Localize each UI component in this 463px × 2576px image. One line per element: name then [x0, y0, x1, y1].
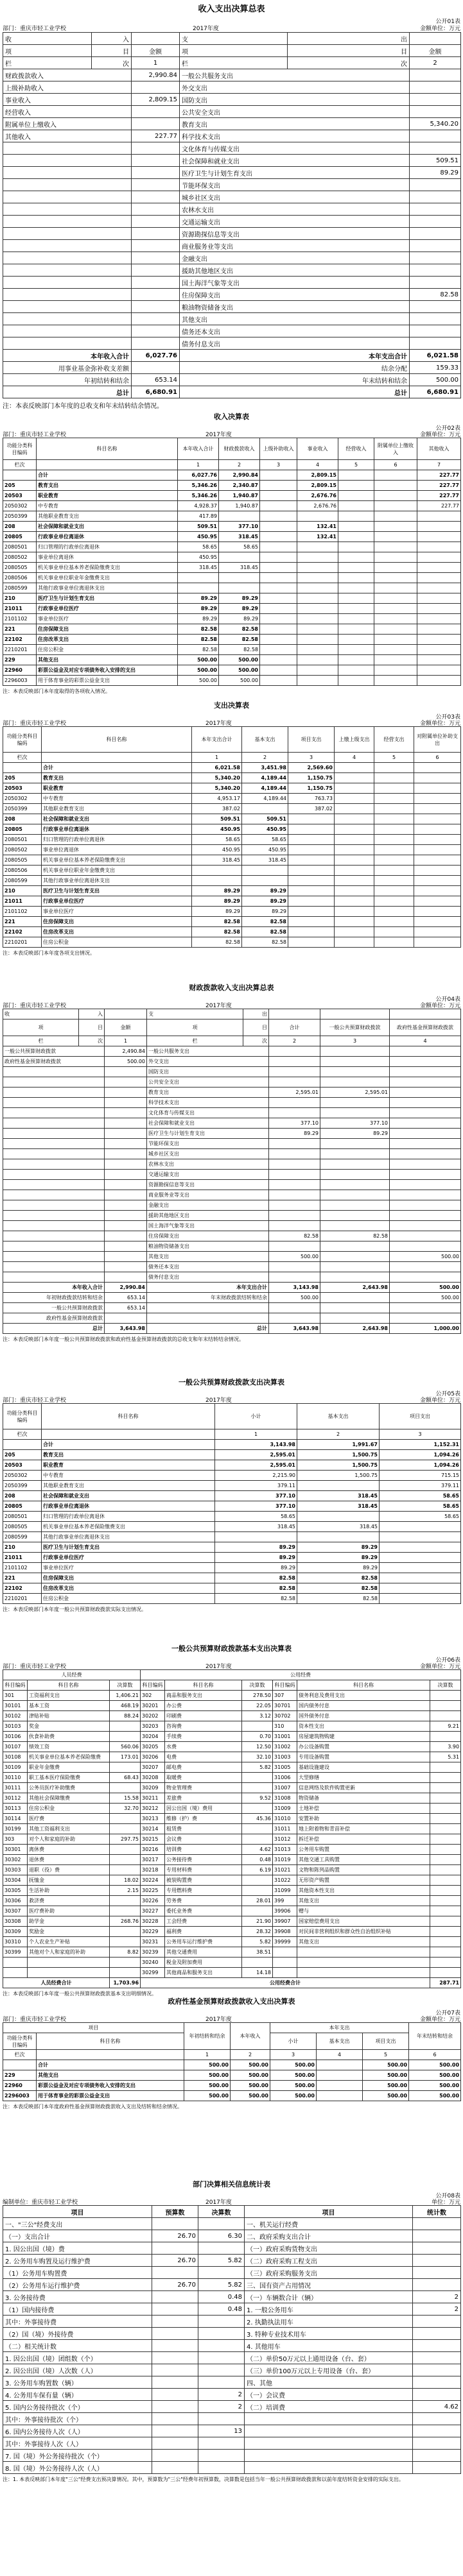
- table6-title: 一般公共预算财政拨款基本支出决算表: [171, 1644, 292, 1653]
- table-row: 交通运输支出: [3, 216, 461, 228]
- table-row: 30102 津贴补贴 88.24 30202 印刷费 3.12 30702 国外债务付息: [3, 1711, 461, 1721]
- table8-title: 部门决算相关信息统计表: [193, 2180, 270, 2188]
- table5-title: 一般公共预算财政拨款支出决算表: [179, 1378, 284, 1386]
- table7-unit: 金额单位：万元: [419, 2017, 460, 2023]
- table-row: 国防支出: [3, 1067, 461, 1077]
- table2-col-row: 栏次 1 2 3 4 5 6 7: [3, 460, 461, 470]
- table-row: 21011 行政事业单位医疗 89.29 89.29: [3, 1553, 461, 1563]
- total-row: 用事业基金弥补收支差额 结余分配 159.33: [3, 362, 461, 374]
- table8-meta: [0, 2191, 463, 2205]
- table-row: 30240 税金及附加费用: [3, 1958, 461, 1968]
- table-row: 住房保障支出 82.58 82.58: [3, 1231, 461, 1241]
- table3-form-no: 公开03表: [435, 714, 460, 721]
- table-row: 上级补助收入 外交支出: [3, 81, 461, 94]
- table8-body: [3, 2218, 461, 2474]
- table-row: 3. 公务用车购置数（辆） 四、其他: [3, 2376, 461, 2389]
- table-row: 科学技术支出: [3, 1098, 461, 1108]
- table-row: 4. 公务用车保有量（辆） 2 （一）会议费: [3, 2389, 461, 2401]
- table-row: 其他支出: [3, 313, 461, 325]
- table-row: 20805 行政事业单位离退休 450.95 450.95: [3, 824, 461, 835]
- table-row: 国土海洋气象等支出: [3, 277, 461, 289]
- table4-unit: 金额单位：万元: [419, 1003, 460, 1009]
- table-row: 2101102 事业单位医疗 89.29 89.29: [3, 614, 461, 624]
- table-row: 2050302 中专教育 2,215.90 1,500.75 715.15: [3, 1471, 461, 1481]
- table3-col-row: 栏次 1 2 3 4 5 6: [3, 753, 461, 763]
- table-row: 21011 行政事业单位医疗 89.29 89.29: [3, 896, 461, 907]
- table7-section: [0, 1995, 463, 2110]
- table1-body: [3, 69, 461, 350]
- table-row: 30307 医疗费补助 30227 委托业务费 39906 赠与: [3, 1906, 461, 1916]
- table-row: 7. 国（境）外公务接待批次（个）: [3, 2450, 461, 2462]
- table-row: 5. 国内公务接待批次（个） 2 （二）培训费 4.62: [3, 2401, 461, 2413]
- table-row: 2210201 住房公积金 82.58 82.58: [3, 645, 461, 655]
- table-row: 30114 医疗费 30213 维修（护）费 45.36 31010 安置补助: [3, 1814, 461, 1824]
- table6-meta: [0, 1655, 463, 1669]
- table4-meta: [0, 994, 463, 1009]
- table4-totals: [3, 1283, 461, 1334]
- table3-year: 2017年度: [205, 721, 232, 727]
- table2-form-no: 公开02表: [435, 425, 460, 432]
- total-row: 总计 6,680.91 总计 6,680.91: [3, 386, 461, 398]
- table2-section: [0, 411, 463, 695]
- table8-year: 2017年度: [205, 2199, 232, 2206]
- table6-body: [3, 1691, 461, 1978]
- table-row: 其他支出 500.00 500.00: [3, 1252, 461, 1262]
- table-row: 22102 住房改革支出 82.58 82.58: [3, 1583, 461, 1594]
- table5-section: [0, 1376, 463, 1613]
- table-row: 援助其他地区支出: [3, 264, 461, 277]
- table4-note: 注：本表反映部门本年度一般公共预算财政拨款和政府性基金预算财政拨款的总收支和年末结转结余情况。: [3, 1336, 244, 1342]
- table-row: 其中：外事接待人次（人）: [3, 2437, 461, 2450]
- table-row: 21011 行政事业单位医疗 89.29 89.29: [3, 604, 461, 614]
- table-row: 210 医疗卫生与计划生育支出 89.29 89.29: [3, 886, 461, 896]
- table-row: 2050302 中专教育 4,953.17 4,189.44 763.73: [3, 794, 461, 804]
- table7-grid: 项目 年初结转和结余 本年收入 本年支出 年末结转和结余 功能分类科目编码 科目名称 小计 基本支出 项目支出 栏次 1 2 3 4 5 6 合计 500.00 500.00 500.00 500.00 500.00 229 其他支出 500.00 500.00 500.00 500.00 500.00 22960 彩票公益金及对应专项债务收入安排的支出 500.00 500.00 500.00 500.00 500.00 2296003 用于体育事业的彩票公益金支出 500.00 500.00 500.00 500.00 500.00: [3, 2022, 461, 2101]
- table-row: 20503 职业教育 2,595.01 1,500.75 1,094.26: [3, 1460, 461, 1471]
- table-row: 30112 其他社会保障缴费 15.58 30211 差旅费 9.52 31008 物资储备: [3, 1793, 461, 1804]
- table5-note: 注：本表反映部门本年度一般公共预算财政拨款实际支出情况。: [3, 1607, 146, 1612]
- table1-totals: [3, 350, 461, 398]
- table-row: 205 教育支出 2,595.01 1,500.75 1,094.26: [3, 1450, 461, 1460]
- table-row: 30108 机关事业单位基本养老保险缴费 173.01 30206 电费 32.10 31003 专用设备购置 5.31: [3, 1752, 461, 1762]
- total-row: 年初财政拨款结转和结余 653.14 年末财政拨款结转和结余 500.00 500.00: [3, 1293, 461, 1303]
- table-row: 债务付息支出: [3, 337, 461, 350]
- table-row: 205 教育支出 5,346.26 2,340.87 2,809.15 227.77: [3, 481, 461, 491]
- table-row: 3. 公务接待费 0.48 （一）车辆数合计（辆） 2: [3, 2291, 461, 2303]
- table7-title: 政府性基金预算财政拨款收入支出决算表: [168, 1997, 295, 2006]
- table2-note: 注：本表反映部门本年度取得的各项收入情况。: [3, 688, 110, 694]
- table8-form-no: 公开08表: [435, 2193, 460, 2199]
- table6-unit: 金额单位：万元: [419, 1664, 460, 1670]
- table2-meta: [0, 423, 463, 438]
- table-row: 2080502 事业单位离退休 450.95: [3, 552, 461, 563]
- table-row: 医疗卫生与计划生育支出 89.29 89.29: [3, 1129, 461, 1139]
- table-row: 30303 退职（役）费 30218 专用材料费 6.19 31021 文物和陈列品购置: [3, 1865, 461, 1875]
- table-row: 2101102 事业单位医疗 89.29 89.29: [3, 907, 461, 917]
- table3-header-row: 功能分类科目编码 科目名称 本年支出合计 基本支出 项目支出 上缴上级支出 经营支出 对附属单位补助支出: [3, 727, 461, 753]
- table-row: 2080501 归口管理的行政单位离退休 58.65 58.65: [3, 1512, 461, 1522]
- table8-header-row: 项目 预算数 决算数 项目 统计数: [3, 2206, 461, 2218]
- table2-body: [3, 470, 461, 686]
- table2-title: 收入决算表: [214, 413, 249, 421]
- table-row: 20805 行政事业单位离退休 450.95 318.45 132.41: [3, 532, 461, 542]
- table4-head3-row: 栏 次 1 栏 次 2 3 4: [3, 1036, 461, 1046]
- table-row: 2050399 其他职业教育支出 417.89: [3, 511, 461, 522]
- table-row: 2210201 住房公积金 82.58 82.58: [3, 1594, 461, 1604]
- table-row: 2080505 机关事业单位基本养老保险缴费支出 318.45 318.45: [3, 563, 461, 573]
- table-row: 城乡社区支出: [3, 191, 461, 203]
- table-row: 2050302 中专教育 4,928.37 1,940.87 2,676.76 227.77: [3, 501, 461, 511]
- table-row: 2080599 其他行政事业单位离退休支出: [3, 583, 461, 593]
- table-row: 2080506 机关事业单位职业年金缴费支出: [3, 573, 461, 583]
- table-row: 文化体育与传媒支出: [3, 1108, 461, 1118]
- t6-personnel-head: 人员经费: [3, 1670, 141, 1680]
- total-row: 一般公共预算财政拨款 653.14: [3, 1303, 461, 1313]
- table-row: 金融支出: [3, 1200, 461, 1211]
- table-row: 20805 行政事业单位离退休 377.10 318.45 58.65: [3, 1501, 461, 1512]
- table3-note: 注：本表反映部门本年度各项支出情况。: [3, 950, 95, 956]
- table-row: 210 医疗卫生与计划生育支出 89.29 89.29: [3, 1542, 461, 1553]
- table3-unit: 金额单位：万元: [419, 721, 460, 727]
- table2-grid: [3, 438, 461, 686]
- table-row: 一、"三公"经费支出 一、机关运行经费: [3, 2218, 461, 2230]
- table-row: 221 住房保障支出 82.58 82.58: [3, 624, 461, 635]
- table2-unit: 金额单位：万元: [419, 432, 460, 438]
- table-row: 其中：外事接待批次（个）: [3, 2413, 461, 2425]
- total-row: 年初结转和结余 653.14 年末结转和结余 500.00: [3, 374, 461, 386]
- table1-section: [0, 3, 463, 410]
- table-row: 30309 奖励金 30229 福利费 28.32 39908 对民间非营利组织和群众性自治组织补贴: [3, 1927, 461, 1937]
- table7-year: 2017年度: [205, 2017, 232, 2023]
- table-row: 金融支出: [3, 252, 461, 264]
- table-row: 2080599 其他行政事业单位离退休支出: [3, 876, 461, 886]
- table-row: 303 对个人和家庭的补助 297.75 30215 会议费 31012 拆迁补偿: [3, 1834, 461, 1845]
- table-row: 援助其他地区支出: [3, 1211, 461, 1221]
- table-row: 30101 基本工资 468.19 30201 办公费 22.05 30701 国内债务付息: [3, 1701, 461, 1711]
- table-row: 文化体育与传媒支出: [3, 142, 461, 155]
- table-row: 国土海洋气象等支出: [3, 1221, 461, 1231]
- table8-section: [0, 2178, 463, 2483]
- table-row: 208 社会保障和就业支出 377.10 318.45 58.65: [3, 1491, 461, 1501]
- table7-body: [3, 2060, 461, 2101]
- table-row: （2）公务用车运行维护费 26.70 5.82 三、国有资产占用情况: [3, 2279, 461, 2291]
- table-row: 20503 职业教育 5,340.20 4,189.44 1,150.75: [3, 783, 461, 794]
- table4-title: 财政拨款收入支出决算总表: [189, 984, 274, 992]
- table1-unit: 金额单位：万元: [419, 26, 460, 32]
- table-row: 城乡社区支出: [3, 1149, 461, 1159]
- table-row: 债务还本支出: [3, 1262, 461, 1272]
- table7-h3-row: 栏次 1 2 3 4 5 6: [3, 2050, 461, 2060]
- table-row: 2. 公务用车购置及运行维护费 26.70 5.82 （二）政府采购工程支出: [3, 2255, 461, 2267]
- table-row: 2080505 机关事业单位基本养老保险缴费支出 318.45 318.45: [3, 855, 461, 866]
- table-row: 教育支出 2,595.01 2,595.01: [3, 1088, 461, 1098]
- table-row: 30305 生活补助 2.15 30225 专用燃料费 31099 其他资本性支出: [3, 1886, 461, 1896]
- table-row: 2080501 归口管理的行政单位离退休 58.65 58.65: [3, 835, 461, 845]
- total-row: 政府性基金预算财政拨款: [3, 1313, 461, 1324]
- table8-note: 注：1. 本表反映部门本年度"三公"经费支出预决算情况。其中，预算数为"三公"经费年初预算数，决算数是包括当年一般公共预算财政拨款和以前年度结转资金安排的实际支出。: [3, 2477, 404, 2482]
- table4-head2-row: 项 目 金额 项 目 合计 一般公共预算财政拨款 政府性基金预算财政拨款: [3, 1019, 461, 1036]
- table-row: 社会保障和就业支出 509.51: [3, 155, 461, 167]
- table-row: 经营收入 公共安全支出: [3, 106, 461, 118]
- table3-grid: [3, 726, 461, 948]
- table-row: 6. 国内公务接待人次（人） 13: [3, 2425, 461, 2437]
- table-row: 30107 绩效工资 560.06 30205 水费 12.50 31002 办公设备购置 3.90: [3, 1742, 461, 1752]
- table-row: 205 教育支出 5,340.20 4,189.44 1,150.75: [3, 773, 461, 783]
- table-row: 30199 其他工资福利支出 30214 租赁费 31011 地上附着物和青苗补偿: [3, 1824, 461, 1834]
- table-row: 2050399 其他职业教育支出 387.02 387.02: [3, 804, 461, 814]
- table-row: 30399 其他对个人和家庭的补助 8.82 30239 其他交通费用 38.51: [3, 1947, 461, 1958]
- table5-meta: [0, 1389, 463, 1403]
- table-row: 301 工资福利支出 1,406.21 302 商品和服务支出 278.50 307 债务利息及费用支出: [3, 1691, 461, 1701]
- table-row: 30110 职工基本医疗保险缴费 68.43 30208 取暖费 31006 大型修缮: [3, 1773, 461, 1783]
- table7-dept: 部门：重庆市轻工业学校: [3, 2017, 67, 2023]
- table1-title: 收入支出决算总表: [198, 4, 265, 14]
- table4-body: [3, 1046, 461, 1283]
- table4-form-no: 公开04表: [435, 996, 460, 1003]
- table5-year: 2017年度: [205, 1397, 232, 1404]
- table-row: 30308 助学金 268.76 30228 工会经费 21.90 39907 国家赔偿费用支出: [3, 1916, 461, 1927]
- table-row: 2296003 用于体育事业的彩票公益金支出 500.00 500.00: [3, 676, 461, 686]
- table-row: 1. 因公出国（境）团组数（个） （二）单价50万元以上通用设备（台、套）: [3, 2352, 461, 2364]
- table-row: 229 其他支出 500.00 500.00 500.00 500.00 500.00: [3, 2070, 461, 2081]
- table-row: 30304 抚恤金 18.02 30224 被装购置费 31022 无形资产购置: [3, 1875, 461, 1886]
- table-row: （1）公务用车购置费 （三）政府采购服务支出: [3, 2267, 461, 2279]
- table-row: 30106 伙食补助费 30204 手续费 0.70 31001 房屋建筑物购建: [3, 1732, 461, 1742]
- table-row: 2080501 归口管理的行政单位离退休 58.65 58.65: [3, 542, 461, 552]
- t6-public-head: 公用经费: [141, 1670, 461, 1680]
- table-row: 其他收入 227.77 科学技术支出: [3, 130, 461, 142]
- table3-meta: [0, 712, 463, 726]
- table1-grid: 收 入 支 出 项 目 金额 项 目 金额 栏 次 1 栏 次 2 财政拨款收入 2,990.84 一般公共服务支出 上级补助收入 外交支出 事业收入 2,809.15 国防支出 经营收入 公共安全支出 附属单位上缴收入 教育支出 5,340.20 其他收入 227.77 科学技术支出 文化体育与传媒支出 社会保障和就业支出 509.51 医疗卫生与计划生育支出 89.29 节能环保支出 城乡社区支出 农林水支出 交通运输支出 资源勘探信息等支出 商业服务业等支出 金融支出 援助其他地区支出 国土海洋气象等支出 住房保障支出 82.58 粮油物资储备支出 其他支出 债务还本支出 债务付息支出 本年收入合计 6,027.76 本年支出合计 6,021.58 用事业基金弥补收支差额 结余分配 159.33 年初结转和结余 653.14 年末结转和结余 500.00 总计 6,680.91 总计 6,680.91: [3, 32, 461, 398]
- table-row: 30301 离休费 30216 培训费 4.62 31013 公务用车购置: [3, 1845, 461, 1855]
- table-row: 208 社会保障和就业支出 509.51 509.51: [3, 814, 461, 824]
- table3-body: [3, 763, 461, 948]
- table-row: 债务还本支出: [3, 325, 461, 337]
- table-row: 资源勘探信息等支出: [3, 228, 461, 240]
- table1-form-no: 公开01表: [435, 19, 460, 25]
- table-row: 粮油物资储备支出: [3, 301, 461, 313]
- table8-dept: 编制单位：重庆市轻工业学校: [3, 2199, 78, 2206]
- table3-section: [0, 699, 463, 957]
- table-row: 2210201 住房公积金 82.58 82.58: [3, 937, 461, 948]
- table-row: 资源勘探信息等支出: [3, 1180, 461, 1190]
- table4-year: 2017年度: [205, 1003, 232, 1009]
- table1-dept: 部门：重庆市轻工业学校: [3, 26, 67, 32]
- table4-dept: 部门：重庆市轻工业学校: [3, 1003, 67, 1009]
- table1-note: 注：本表反映部门本年度的总收支和年末结转结余情况。: [3, 403, 163, 410]
- table2-header-row: 功能分类科目编码 科目名称 本年收入合计 财政拨款收入 上级补助收入 事业收入 经营收入 附属单位上缴收入 其他收入: [3, 438, 461, 460]
- table-row: 20503 职业教育 5,346.26 1,940.87 2,676.76 227.77: [3, 491, 461, 501]
- table-row: 2050399 其他职业教育支出 379.11 379.11: [3, 1481, 461, 1491]
- table-row: 30113 住房公积金 32.70 30212 因公出国（境）费用 31009 土地补偿: [3, 1804, 461, 1814]
- table-row: 合计 6,027.76 2,990.84 2,809.15 227.77: [3, 470, 461, 481]
- table7-note: 注：本表反映部门本年度政府性基金预算财政拨款收入支出及结转和结余情况。: [3, 2104, 182, 2110]
- table-row: （1）国内接待费 0.48 1. 一般公务用车 2: [3, 2303, 461, 2316]
- table-row: 公共安全支出: [3, 1077, 461, 1088]
- table-row: 2101102 事业单位医疗 89.29 89.29: [3, 1563, 461, 1573]
- table-row: （一）支出合计 26.70 6.30 二、政府采购支出合计: [3, 2230, 461, 2242]
- table2-year: 2017年度: [205, 432, 232, 438]
- table-row: 2. 因公出国（境）人次数（人） （三）单价100万元以上专用设备（台、套）: [3, 2364, 461, 2376]
- table-row: 住房保障支出 82.58: [3, 289, 461, 301]
- table1-meta: [0, 17, 463, 32]
- table-row: （二）相关统计数 4. 其他用车: [3, 2340, 461, 2352]
- table-row: 2296003 用于体育事业的彩票公益金支出 500.00 500.00 500.00 500.00 500.00: [3, 2091, 461, 2101]
- table-row: 商业服务业等支出: [3, 240, 461, 252]
- table3-dept: 部门：重庆市轻工业学校: [3, 721, 67, 727]
- table-row: 30103 奖金 30203 咨询费 310 资本性支出 9.21: [3, 1721, 461, 1732]
- table6-note: 注：本表反映部门本年度一般公共预算财政拨款基本支出明细情况。: [3, 1991, 157, 1997]
- table-row: 政府性基金预算财政拨款 500.00 外交支出: [3, 1057, 461, 1067]
- table-row: 2080599 其他行政事业单位离退休支出: [3, 1532, 461, 1542]
- table-row: 221 住房保障支出 82.58 82.58: [3, 917, 461, 927]
- table-row: 22960 彩票公益金及对应专项债务收入安排的支出 500.00 500.00: [3, 665, 461, 676]
- table3-title: 支出决算表: [214, 701, 249, 710]
- table-row: 粮油物资储备支出: [3, 1241, 461, 1252]
- table6-h2-row: 科目编码 科目名称 决算数 科目编码 科目名称 决算数 科目编码 科目名称 决算数: [3, 1680, 461, 1691]
- table-row: 221 住房保障支出 82.58 82.58: [3, 1573, 461, 1583]
- table5-form-no: 公开05表: [435, 1391, 460, 1397]
- table5-unit: 金额单位：万元: [419, 1397, 460, 1404]
- table-row: 22960 彩票公益金及对应专项债务收入安排的支出 500.00 500.00 500.00 500.00 500.00: [3, 2081, 461, 2091]
- table-row: 社会保障和就业支出 377.10 377.10: [3, 1118, 461, 1129]
- table-row: 其中：外事接待费 2. 执勤执法用车: [3, 2316, 461, 2328]
- table-row: 30306 救济费 30226 劳务费 28.01 399 其他支出: [3, 1896, 461, 1906]
- table6-year: 2017年度: [205, 1664, 232, 1670]
- table2-dept: 部门：重庆市轻工业学校: [3, 432, 67, 438]
- table-row: 2080502 事业单位离退休 450.95 450.95: [3, 845, 461, 855]
- table5-dept: 部门：重庆市轻工业学校: [3, 1397, 67, 1404]
- table-row: 农林水支出: [3, 1159, 461, 1170]
- table-row: 30302 退休费 30217 公务接待费 0.48 31019 其他交通工具购置: [3, 1855, 461, 1865]
- table-row: 附属单位上缴收入 教育支出 5,340.20: [3, 118, 461, 130]
- table-row: 合计 6,021.58 3,451.98 2,569.60: [3, 763, 461, 773]
- table-row: 农林水支出: [3, 203, 461, 216]
- table5-header-row: 功能分类科目编码 科目名称 小计 基本支出 项目支出: [3, 1404, 461, 1429]
- table-row: 2080505 机关事业单位基本养老保险缴费支出 318.45 318.45: [3, 1522, 461, 1532]
- table-row: 财政拨款收入 2,990.84 一般公共服务支出: [3, 69, 461, 81]
- table-row: 30111 公务员医疗补助缴费 30209 物业管理费 31007 信息网络及软件购置更新: [3, 1783, 461, 1793]
- table7-form-no: 公开07表: [435, 2010, 460, 2017]
- table-row: 医疗卫生与计划生育支出 89.29: [3, 167, 461, 179]
- table-row: 30310 个人农业生产补贴 30231 公务用车运行维护费 5.82 39999 其他支出: [3, 1937, 461, 1947]
- table5-body: [3, 1440, 461, 1604]
- table6-form-no: 公开06表: [435, 1657, 460, 1664]
- table-row: 节能环保支出: [3, 1139, 461, 1149]
- table-row: （2）国（境）外接待费 3. 特种专业技术用车: [3, 2328, 461, 2340]
- table-row: 事业收入 2,809.15 国防支出: [3, 94, 461, 106]
- table6-section: [0, 1642, 463, 1997]
- table4-grid: 收 入 支 出 项 目 金额 项 目 合计 一般公共预算财政拨款 政府性基金预算财政拨款 栏 次 1 栏 次 2 3 4 一般公共预算财政拨款 2,490.84 一般公共服务支出 政府性基金预算财政拨款 500.00 外交支出 国防支出 公共安全支出 教育支出 2,595.01 2,595.01 科学技术支出 文化体育与传媒支出 社会保障和就业支出 377.10 377.10 医疗卫生与计划生育支出 89.29 89.29 节能环保支出 城乡社区支出 农林水支出 交通运输支出 资源勘探信息等支出 商业服务业等支出 金融支出 援助其他地区支出 国土海洋气象等支出 住房保障支出 82.58 82.58 粮油物资储备支出 其他支出 500.00 500.00 债务还本支出 债务付息支出 本年收入合计 2,990.84 本年支出合计 3,143.98 2,643.98 500.00 年初财政拨款结转和结余 653.14 年末财政拨款结转和结余 500.00 500.00 一般公共预算财政拨款 653.14 政府性基金预算财政拨款 总计 3,643.98 总计 3,643.98 2,643.98 1,000.00: [3, 1009, 461, 1334]
- table-row: 合计 3,143.98 1,991.67 1,152.31: [3, 1440, 461, 1450]
- table8-grid: [3, 2205, 461, 2474]
- table-row: 208 社会保障和就业支出 509.51 377.10 132.41: [3, 522, 461, 532]
- table1-year: 2017年度: [193, 26, 219, 32]
- table-row: 22102 住房改革支出 82.58 82.58: [3, 927, 461, 937]
- table-row: 2080506 机关事业单位职业年金缴费支出: [3, 866, 461, 876]
- total-row: 总计 3,643.98 总计 3,643.98 2,643.98 1,000.00: [3, 1324, 461, 1334]
- table-row: 30299 其他商品和服务支出 14.18: [3, 1968, 461, 1978]
- table-row: 交通运输支出: [3, 1170, 461, 1180]
- table-row: 229 其他支出 500.00 500.00: [3, 655, 461, 665]
- table-row: 债务付息支出: [3, 1272, 461, 1283]
- table-row: 一般公共预算财政拨款 2,490.84 一般公共服务支出: [3, 1046, 461, 1057]
- table-row: 1. 因公出国（境）费 （一）政府采购货物支出: [3, 2242, 461, 2255]
- table5-grid: [3, 1403, 461, 1604]
- table7-meta: [0, 2008, 463, 2022]
- table-row: 22102 住房改革支出 82.58 82.58: [3, 635, 461, 645]
- table-row: 30109 职业年金缴费 30207 邮电费 5.82 31005 基础设施建设: [3, 1762, 461, 1773]
- table8-unit: 单位：万元: [431, 2199, 460, 2206]
- table-row: 210 医疗卫生与计划生育支出 89.29 89.29: [3, 593, 461, 604]
- table6-dept: 部门：重庆市轻工业学校: [3, 1664, 67, 1670]
- total-row: 本年收入合计 2,990.84 本年支出合计 3,143.98 2,643.98 500.00: [3, 1283, 461, 1293]
- table-row: 商业服务业等支出: [3, 1190, 461, 1200]
- table-row: 合计 500.00 500.00 500.00 500.00 500.00: [3, 2060, 461, 2070]
- table5-col-row: 栏次 1 2 3: [3, 1429, 461, 1440]
- table6-grid: 人员经费 公用经费 科目编码 科目名称 决算数 科目编码 科目名称 决算数 科目编码 科目名称 决算数 301 工资福利支出 1,406.21 302 商品和服务支出 278.50 307 债务利息及费用支出 30101 基本工资 468.19 30201 办公费 22.05 30701 国内债务付息 30102 津贴补贴 88.24 30202 印刷费 3.12 30702 国外债务付息 30103 奖金 30203 咨询费 310 资本性支出 9.21 30106 伙食补助费 30204 手续费 0.70 31001 房屋建筑物购建 30107 绩效工资 560.06 30205 水费 12.50 31002 办公设备购置 3.90 30108 机关事业单位基本养老保险缴费 173.01 30206 电费 32.10 31003 专用设备购置 5.31 30109 职业年金缴费 30207 邮电费 5.82 31005 基础设施建设 30110 职工基本医疗保险缴费 68.43 30208 取暖费 31006 大型修缮 30111 公务员医疗补助缴费 30209 物业管理费 31007 信息网络及软件购置更新 30112 其他社会保障缴费 15.58 30211 差旅费 9.52 31008 物资储备 30113 住房公积金 32.70 30212 因公出国（境）费用 31009 土地补偿 30114 医疗费 30213 维修（护）费 45.36 31010 安置补助 30199 其他工资福利支出 30214 租赁费 31011 地上附着物和青苗补偿 303 对个人和家庭的补助 297.75 30215 会议费 31012 拆迁补偿 30301 离休费 30216 培训费 4.62 31013 公务用车购置 30302 退休费 30217 公务接待费 0.48 31019 其他交通工具购置 30303 退职（役）费 30218 专用材料费 6.19 31021 文物和陈列品购置 30304 抚恤金 18.02 30224 被装购置费 31022 无形资产购置 30305 生活补助 2.15 30225 专用燃料费 31099 其他资本性支出 30306 救济费 30226 劳务费 28.01 399 其他支出 30307 医疗费补助 30227 委托业务费 39906 赠与 30308 助学金 268.76 30228 工会经费 21.90 39907 国家赔偿费用支出 30309 奖励金 30229 福利费 28.32 39908 对民间非营利组织和群众性自治组织补贴 30310 个人农业生产补贴 30231 公务用车运行维护费 5.82 39999 其他支出 30399 其他对个人和家庭的补助 8.82 30239 其他交通费用 38.51 30240 税金及附加费用 30299 其他商品和服务支出 14.18 人员经费合计 1,703.96 公用经费合计 287.71: [3, 1669, 461, 1988]
- table-row: 8. 国（境）外公务接待人次（人）: [3, 2462, 461, 2474]
- table4-section: [0, 982, 463, 1343]
- total-row: 本年收入合计 6,027.76 本年支出合计 6,021.58: [3, 350, 461, 362]
- table-row: 节能环保支出: [3, 179, 461, 191]
